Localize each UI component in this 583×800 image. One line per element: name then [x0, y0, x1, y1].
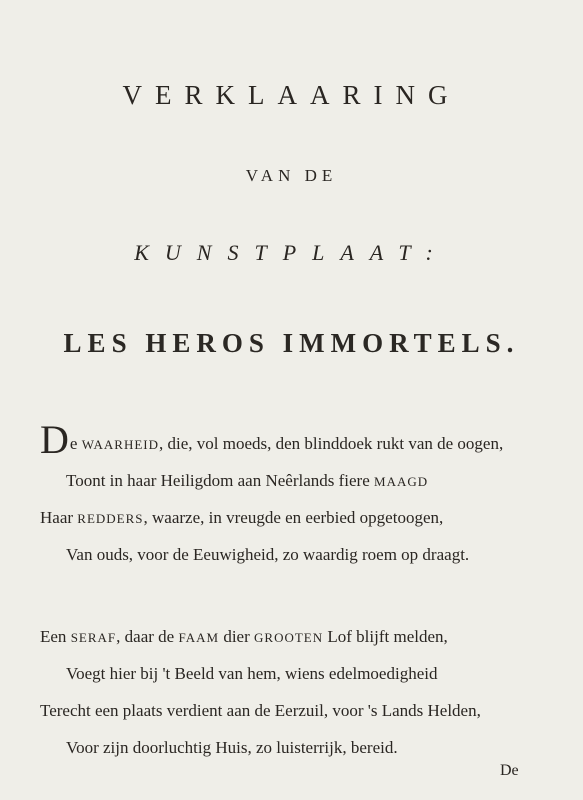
text-fragment: Lof blijft melden, [323, 627, 448, 646]
text-fragment: , die, vol moeds, den blinddoek rukt van de oogen, [159, 434, 504, 453]
text-fragment: Toont in haar Heiligdom aan Neêrlands fiere [66, 471, 375, 490]
small-caps-word: GROOTEN [254, 630, 324, 645]
title-connector: VAN DE [245, 166, 338, 185]
stanza-2-line-4: Voor zijn doorluchtig Huis, zo luisterrijk, bereid. [66, 738, 398, 757]
small-caps-word: MAAGD [374, 474, 429, 489]
title-subject: KUNSTPLAAT: [134, 240, 449, 265]
drop-cap: D [40, 417, 69, 462]
small-caps-word: REDDERS [77, 511, 144, 526]
text-fragment: e [69, 434, 82, 453]
small-caps-word: WAARHEID [81, 437, 160, 452]
small-caps-word: SERAF [70, 630, 117, 645]
stanza-2-line-3: Terecht een plaats verdient aan de Eerzuil, voor 's Lands Helden, [40, 701, 481, 720]
catchword: De [500, 762, 519, 779]
text-fragment: Een [40, 627, 71, 646]
small-caps-word: FAAM [178, 630, 220, 645]
stanza-1-line-3 [40, 499, 560, 536]
main-title: VERKLAARING [122, 80, 461, 110]
stanza-1-line-4: Van ouds, voor de Eeuwigheid, zo waardig roem op draagt. [66, 545, 470, 564]
stanza-2-line-1 [40, 618, 560, 655]
stanza-2-line-2: Voegt hier bij 't Beeld van hem, wiens edelmoedigheid [66, 664, 438, 683]
text-fragment: Haar [40, 508, 78, 527]
text-fragment: , waarze, in vreugde en eerbied opgetoogen, [143, 508, 444, 527]
stanza-1 [40, 417, 560, 573]
stanza-1-line-1 [40, 417, 560, 462]
stanza-1-line-2 [40, 462, 560, 499]
stanza-2 [40, 618, 560, 766]
text-fragment: dier [219, 627, 255, 646]
text-fragment: , daar de [116, 627, 179, 646]
artwork-title: LES HEROS IMMORTELS. [63, 328, 520, 358]
